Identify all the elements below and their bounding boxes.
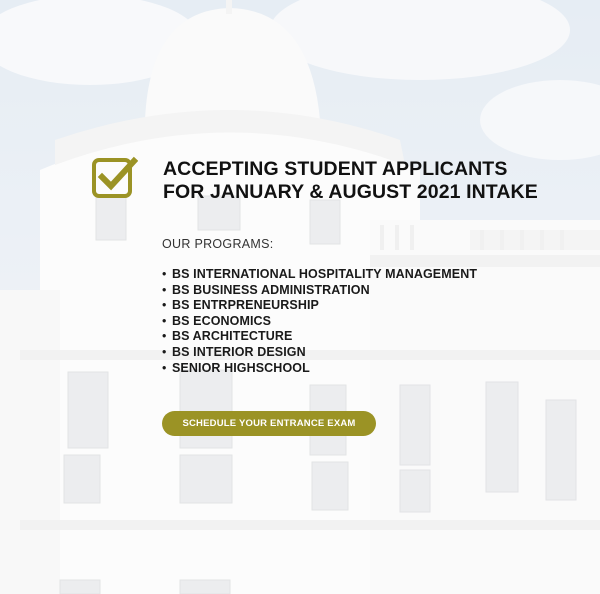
list-item — [162, 314, 477, 330]
bullet: • — [162, 267, 167, 281]
list-item — [162, 298, 477, 314]
bullet: • — [162, 344, 167, 359]
bullet: • — [162, 329, 167, 344]
headline — [163, 158, 538, 204]
headline-line-1: ACCEPTING STUDENT APPLICANTS — [163, 158, 508, 180]
program-label: BS INTERNATIONAL HOSPITALITY MANAGEMENT — [172, 267, 478, 281]
schedule-entrance-exam-button[interactable]: SCHEDULE YOUR ENTRANCE EXAM — [162, 411, 376, 436]
program-label: BS BUSINESS ADMINISTRATION — [172, 282, 370, 297]
list-item — [162, 329, 477, 345]
list-item — [162, 345, 477, 361]
program-label: BS ECONOMICS — [172, 313, 272, 328]
bullet: • — [162, 360, 167, 375]
checkbox-checked-icon — [92, 156, 138, 200]
programs-title: OUR PROGRAMS: — [162, 237, 274, 251]
program-label: BS ARCHITECTURE — [172, 329, 293, 344]
headline-line-2: FOR JANUARY & AUGUST 2021 INTAKE — [163, 181, 538, 203]
bullet: • — [162, 313, 167, 328]
programs-list — [162, 267, 477, 376]
bullet: • — [162, 298, 167, 313]
list-item — [162, 361, 477, 377]
program-label: SENIOR HIGHSCHOOL — [172, 360, 310, 375]
list-item — [162, 283, 477, 299]
list-item — [162, 267, 477, 283]
program-label: BS ENTRPRENEURSHIP — [172, 298, 319, 313]
bullet: • — [162, 282, 167, 297]
program-label: BS INTERIOR DESIGN — [172, 344, 306, 359]
